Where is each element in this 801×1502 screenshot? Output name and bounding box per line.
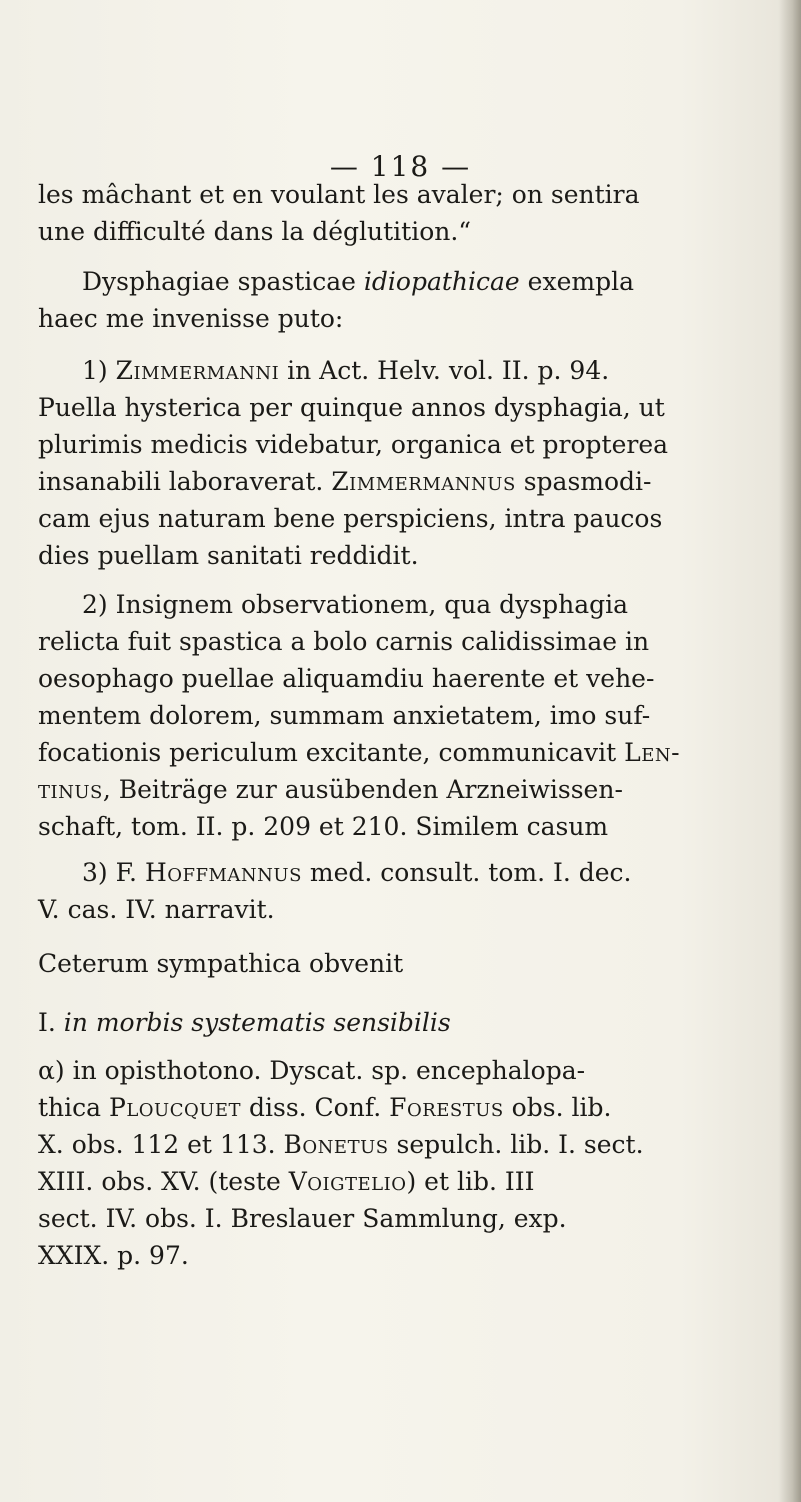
text-line [38,1163,773,1200]
paragraph-french-quote [38,176,773,250]
text-line: 2) Insignem observationem, qua dysphagia [82,590,629,619]
author-name: Zimmermannus [331,467,516,496]
paragraph-item-3 [38,854,773,928]
text-run: I. [38,1008,64,1037]
text-line: haec me invenisse puto: [38,304,344,333]
text-line: une difficulté dans la déglutition.“ [38,217,472,246]
text-run: ) et lib. III [406,1167,535,1196]
text-run: sepulch. lib. I. sect. [388,1130,644,1159]
text-run: focationis periculum excitante, communicavit [38,738,625,767]
section-heading-I [38,1004,773,1041]
text-run: 3) F. [82,858,145,887]
paragraph-sympathica [38,945,773,982]
text-line: dies puellam sanitati reddidit. [38,541,419,570]
italic-heading: in morbis systematis sensibilis [63,1008,451,1037]
text-line [38,1004,773,1041]
text-run: , Beiträge zur ausübenden Arzneiwissen- [102,775,623,804]
text-line [38,352,773,389]
text-line [38,854,773,891]
page-number: — 118 — [329,150,472,183]
text-line [38,463,773,500]
paragraph-dysphagia-intro [38,263,773,337]
text-line: schaft, tom. II. p. 209 et 210. Similem casum [38,812,609,841]
author-name: Forestus [389,1093,504,1122]
text-run: med. consult. tom. I. dec. [301,858,632,887]
text-line: α) in opisthotono. Dyscat. sp. encephalopa- [38,1056,586,1085]
text-line: Ceterum sympathica obvenit [38,949,404,978]
text-line [38,1126,773,1163]
text-run: 1) [82,356,116,385]
author-name: Ploucquet [109,1093,242,1122]
text-line: cam ejus naturam bene perspiciens, intra paucos [38,504,663,533]
paragraph-item-2 [38,586,773,845]
author-name: Zimmermanni [115,356,280,385]
paragraph-item-1 [38,352,773,574]
text-run: thica [38,1093,109,1122]
text-run: insanabili laboraverat. [38,467,332,496]
text-run: Dysphagiae spasticae [82,267,364,296]
text-run: in Act. Helv. vol. II. p. 94. [279,356,610,385]
text-line: V. cas. IV. narravit. [38,895,275,924]
text-line [38,734,773,771]
text-run: obs. lib. [503,1093,612,1122]
author-name: Len- [624,738,681,767]
author-name: Voigtelio [288,1167,407,1196]
text-run: spasmodi- [515,467,652,496]
text-line: oesophago puellae aliquamdiu haerente et vehe- [38,664,655,693]
text-line: mentem dolorem, summam anxietatem, imo suf- [38,701,651,730]
text-line [38,263,773,300]
text-run: exempla [519,267,634,296]
italic-term: idiopathicae [363,267,520,296]
author-name: Hoffmannus [144,858,302,887]
text-line: Puella hysterica per quinque annos dysphagia, ut [38,393,665,422]
text-run: diss. Conf. [241,1093,390,1122]
text-run: XIII. obs. XV. (teste [38,1167,289,1196]
text-line: sect. IV. obs. I. Breslauer Sammlung, exp. [38,1204,567,1233]
text-line: relicta fuit spastica a bolo carnis calidissimae in [38,627,650,656]
paragraph-alpha [38,1052,773,1274]
author-name: tinus [38,775,103,804]
text-line: les mâchant et en voulant les avaler; on sentira [38,180,640,209]
author-name: Bonetus [283,1130,389,1159]
text-line: plurimis medicis videbatur, organica et propterea [38,430,669,459]
text-line [38,1089,773,1126]
text-run: X. obs. 112 et 113. [38,1130,284,1159]
text-line: XXIX. p. 97. [38,1241,189,1270]
text-line [38,771,773,808]
page-edge-shadow [779,0,801,1502]
